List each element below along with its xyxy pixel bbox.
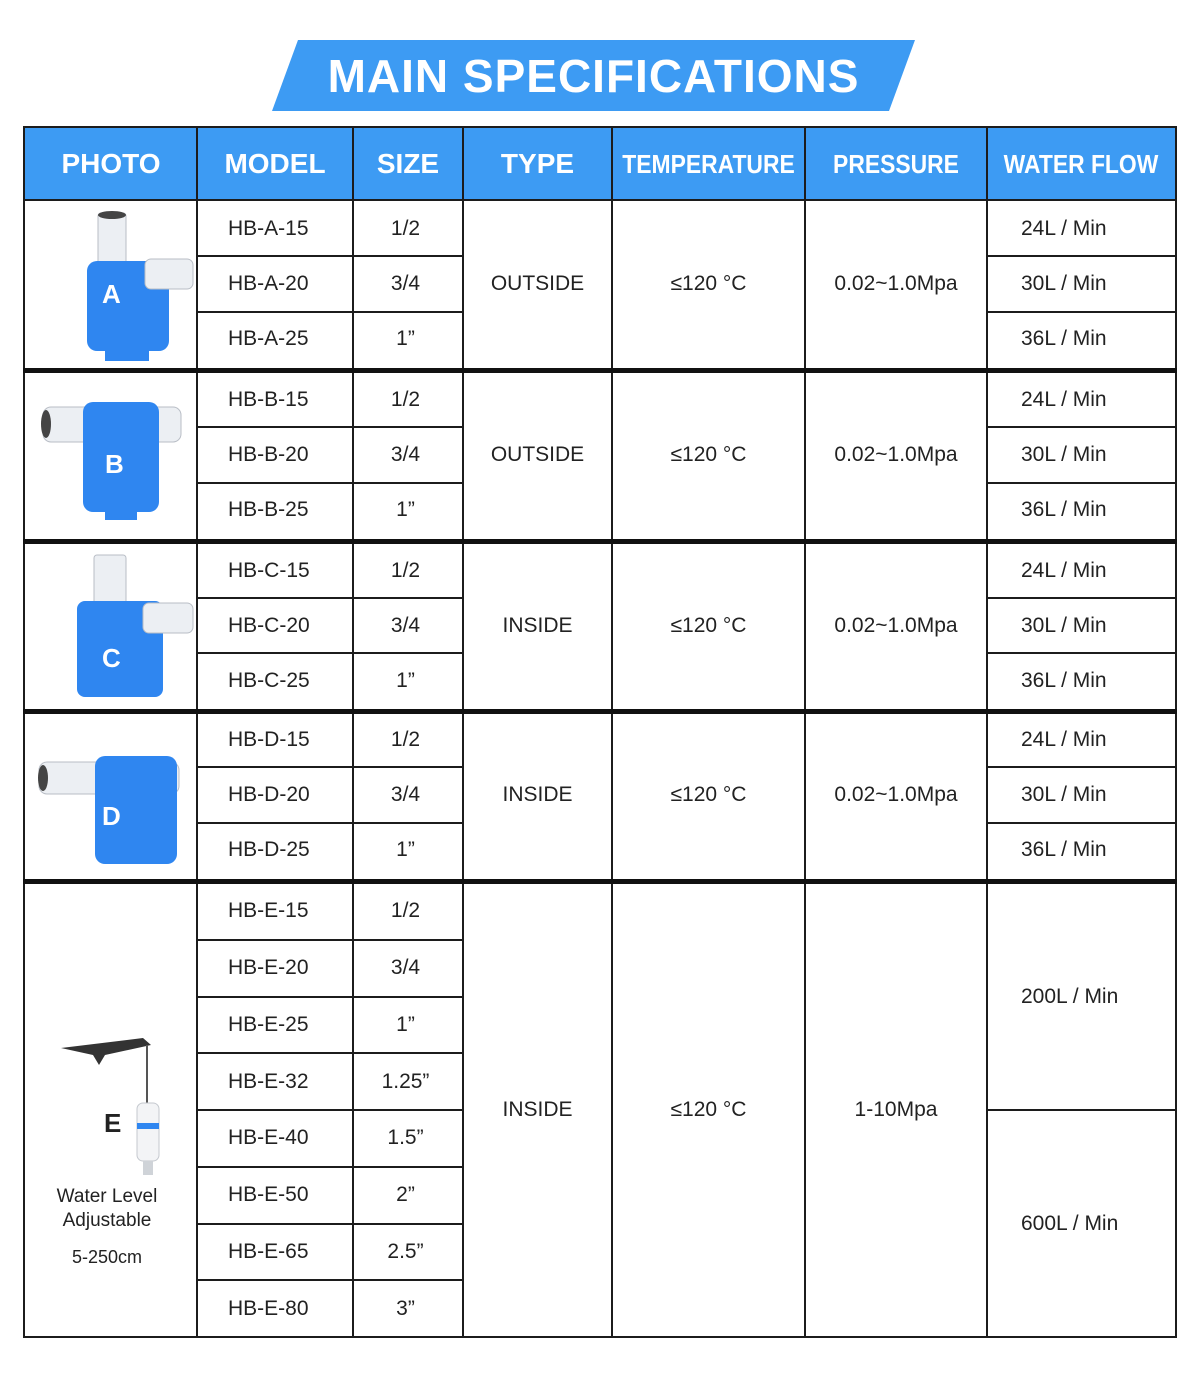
- size-cell: 1/2: [390, 727, 421, 751]
- water-flow-cell: 36L / Min: [1021, 838, 1107, 862]
- model-cell: HB-D-20: [228, 782, 310, 806]
- header-size: SIZE: [376, 148, 440, 179]
- size-cell: 2”: [396, 1183, 415, 1207]
- model-cell: HB-C-25: [228, 668, 310, 692]
- row-divider: [197, 1166, 463, 1168]
- type-cell: INSIDE: [502, 783, 573, 806]
- model-letter: D: [102, 801, 121, 831]
- model-cell: HB-D-25: [228, 838, 310, 862]
- type-cell: OUTSIDE: [490, 443, 585, 466]
- pressure-cell: 0.02~1.0Mpa: [834, 443, 958, 466]
- pressure-cell: 1-10Mpa: [854, 1098, 938, 1121]
- row-divider: [987, 766, 1175, 768]
- row-divider: [197, 311, 463, 313]
- header-divider: [611, 128, 613, 200]
- header-model: MODEL: [224, 148, 326, 179]
- water-flow-cell: 24L / Min: [1021, 387, 1107, 411]
- temperature-cell: ≤120 °C: [670, 1098, 747, 1121]
- water-flow-cell: 36L / Min: [1021, 498, 1107, 522]
- header-pressure: PRESSURE: [833, 148, 959, 179]
- row-divider: [197, 1279, 463, 1281]
- row-divider: [197, 482, 463, 484]
- size-cell: 1/2: [390, 216, 421, 240]
- water-flow-cell: 24L / Min: [1021, 216, 1107, 240]
- header-divider: [462, 128, 464, 200]
- row-divider: [197, 255, 463, 257]
- size-cell: 1”: [396, 327, 415, 351]
- valve-d-photo: [25, 712, 197, 878]
- model-cell: HB-B-20: [228, 442, 309, 466]
- header-type: TYPE: [500, 148, 575, 179]
- water-level-label: Water Level: [56, 1186, 158, 1207]
- row-divider: [197, 1052, 463, 1054]
- size-cell: 1”: [396, 1012, 415, 1036]
- size-cell: 3/4: [390, 442, 421, 466]
- model-cell: HB-B-15: [228, 387, 309, 411]
- size-cell: 1/2: [390, 387, 421, 411]
- temperature-cell: ≤120 °C: [670, 443, 747, 466]
- model-cell: HB-E-40: [228, 1126, 309, 1150]
- model-cell: HB-B-25: [228, 498, 309, 522]
- water-flow-cell: 30L / Min: [1021, 613, 1107, 637]
- size-cell: 1.5”: [387, 1126, 424, 1150]
- model-cell: HB-C-20: [228, 613, 310, 637]
- water-flow-cell: 36L / Min: [1021, 327, 1107, 351]
- page-title: MAIN SPECIFICATIONS: [327, 49, 860, 102]
- temperature-cell: ≤120 °C: [670, 613, 747, 637]
- header-water-flow: WATER FLOW: [1003, 148, 1159, 179]
- model-cell: HB-A-15: [228, 216, 309, 240]
- water-flow-cell: 30L / Min: [1021, 782, 1107, 806]
- water-flow-cell: 24L / Min: [1021, 727, 1107, 751]
- size-cell: 1/2: [390, 899, 421, 923]
- adjustable-label: Adjustable: [62, 1210, 152, 1231]
- water-flow-cell: 600L / Min: [1021, 1211, 1119, 1235]
- model-letter: A: [102, 279, 121, 309]
- model-letter: E: [104, 1108, 122, 1138]
- level-range: 5-250cm: [71, 1247, 143, 1267]
- row-divider: [197, 766, 463, 768]
- pressure-cell: 0.02~1.0Mpa: [834, 272, 958, 295]
- size-cell: 3”: [396, 1296, 415, 1320]
- size-cell: 1”: [396, 838, 415, 862]
- size-cell: 1/2: [390, 558, 421, 582]
- row-divider: [987, 597, 1175, 599]
- size-cell: 1”: [396, 498, 415, 522]
- header-photo: PHOTO: [61, 148, 161, 179]
- model-cell: HB-E-20: [228, 956, 309, 980]
- model-cell: HB-D-15: [228, 727, 310, 751]
- model-cell: HB-A-25: [228, 327, 309, 351]
- row-divider: [987, 652, 1175, 654]
- row-divider: [197, 426, 463, 428]
- water-flow-cell: 36L / Min: [1021, 668, 1107, 692]
- row-divider: [987, 255, 1175, 257]
- model-letter: B: [105, 449, 124, 479]
- row-divider: [987, 482, 1175, 484]
- water-flow-cell: 24L / Min: [1021, 558, 1107, 582]
- header-divider: [986, 128, 988, 200]
- type-cell: OUTSIDE: [490, 272, 585, 295]
- row-divider: [987, 426, 1175, 428]
- size-cell: 3/4: [390, 782, 421, 806]
- model-cell: HB-E-65: [228, 1239, 309, 1263]
- model-letter: C: [102, 643, 121, 673]
- model-cell: HB-E-32: [228, 1069, 309, 1093]
- type-cell: INSIDE: [502, 1098, 573, 1121]
- pressure-cell: 0.02~1.0Mpa: [834, 783, 958, 806]
- model-cell: HB-E-50: [228, 1183, 309, 1207]
- row-divider: [197, 822, 463, 824]
- size-cell: 3/4: [390, 613, 421, 637]
- row-divider: [197, 1223, 463, 1225]
- temperature-cell: ≤120 °C: [670, 272, 747, 295]
- header-divider: [804, 128, 806, 200]
- row-divider: [197, 597, 463, 599]
- size-cell: 3/4: [390, 956, 421, 980]
- temperature-cell: ≤120 °C: [670, 783, 747, 806]
- size-cell: 3/4: [390, 271, 421, 295]
- size-cell: 2.5”: [387, 1239, 424, 1263]
- row-divider: [197, 1109, 463, 1111]
- water-flow-cell: 30L / Min: [1021, 442, 1107, 466]
- model-cell: HB-A-20: [228, 271, 309, 295]
- row-divider: [197, 939, 463, 941]
- row-divider: [197, 996, 463, 998]
- type-cell: INSIDE: [502, 613, 573, 637]
- row-divider: [987, 1109, 1175, 1111]
- header-divider: [352, 128, 354, 200]
- size-cell: 1”: [396, 668, 415, 692]
- water-flow-cell: 30L / Min: [1021, 271, 1107, 295]
- valve-c-photo: [25, 543, 197, 708]
- row-divider: [987, 822, 1175, 824]
- row-divider: [987, 311, 1175, 313]
- header-temperature: TEMPERATURE: [622, 148, 795, 179]
- water-flow-cell: 200L / Min: [1021, 984, 1119, 1008]
- header-divider: [196, 128, 198, 200]
- model-cell: HB-E-25: [228, 1012, 309, 1036]
- model-cell: HB-C-15: [228, 558, 310, 582]
- model-cell: HB-E-15: [228, 899, 309, 923]
- size-cell: 1.25”: [381, 1069, 430, 1093]
- pressure-cell: 0.02~1.0Mpa: [834, 613, 958, 637]
- row-divider: [197, 652, 463, 654]
- model-cell: HB-E-80: [228, 1296, 309, 1320]
